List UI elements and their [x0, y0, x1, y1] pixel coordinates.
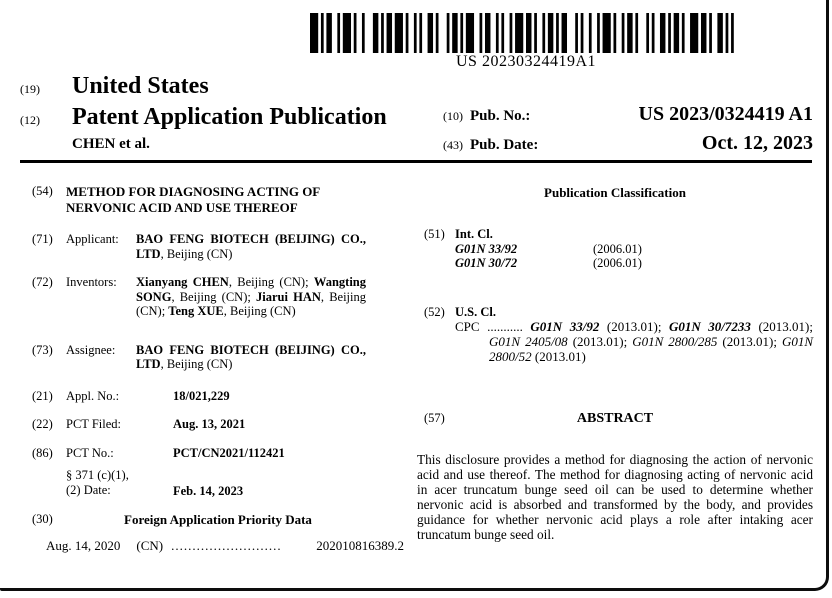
pct-no-value: PCT/CN2021/112421 — [173, 445, 285, 460]
pub-no-label: Pub. No.: — [470, 108, 531, 124]
ref-num-43: (43) — [443, 138, 463, 152]
pct-filed-value: Aug. 13, 2021 — [173, 417, 246, 431]
ref-num-21: (21) — [32, 388, 53, 403]
int-cl-version: (2006.01) — [593, 241, 642, 256]
header-divider — [20, 160, 812, 163]
doc-type-line — [20, 103, 387, 134]
pub-date-label: Pub. Date: — [470, 137, 539, 153]
field-pct-no — [32, 446, 404, 461]
pub-date-value: Oct. 12, 2023 — [701, 132, 813, 154]
field-appl-no — [32, 389, 404, 404]
applicant-party: CHEN et al. — [72, 136, 150, 152]
country-name: United States — [72, 73, 209, 99]
header-left — [20, 72, 387, 153]
int-cl-label-row — [417, 227, 813, 242]
pub-no-row — [443, 101, 813, 130]
us-cl-label-row — [417, 305, 813, 320]
field-title — [32, 184, 404, 216]
section-371-label — [66, 468, 173, 498]
abstract-heading: ABSTRACT — [576, 411, 654, 426]
ref-num-22: (22) — [32, 417, 53, 431]
right-column — [417, 180, 813, 542]
abstract-text: This disclosure provides a method for diagnosing the action of nervonic acid and use thereof. The method for diagnosing acting of nervonic acid in acer truncatum bunge seed oil can be used to determine whether nervonic acid is absorbed and transformed by the body, and provides guidance for whether nervonic acid plays a role after intaking acer truncatum bunge seed oil. — [417, 452, 813, 542]
priority-entry — [32, 538, 404, 554]
doc-type: Patent Application Publication — [72, 104, 387, 130]
us-cl-label: U.S. Cl. — [455, 304, 496, 319]
ref-num-86: (86) — [32, 445, 53, 460]
abstract-heading-row — [417, 410, 813, 427]
section-371-line1: § 371 (c)(1), — [66, 468, 129, 482]
int-cl-version: (2006.01) — [593, 256, 642, 270]
priority-date: Aug. 14, 2020 — [46, 538, 121, 553]
barcode-icon — [310, 13, 742, 53]
ref-num-52: (52) — [424, 304, 445, 319]
priority-number: 202010816389.2 — [316, 538, 404, 553]
section-371-line2: (2) Date: — [66, 483, 111, 497]
field-int-cl — [417, 227, 813, 271]
field-us-cl — [417, 305, 813, 365]
ref-num-71: (71) — [32, 232, 53, 246]
int-cl-code: G01N 30/72 — [455, 256, 518, 270]
country-line — [20, 72, 387, 103]
assignee-label: Assignee: — [66, 342, 116, 357]
publication-classification-heading-row — [417, 185, 813, 200]
ref-num-72: (72) — [32, 275, 53, 289]
appl-no-value: 18/021,229 — [173, 388, 230, 403]
left-column — [32, 180, 404, 554]
applicant-label: Applicant: — [66, 232, 119, 246]
int-cl-entry — [417, 242, 813, 257]
field-pct-filed — [32, 417, 404, 432]
priority-office: (CN) — [136, 538, 164, 553]
ref-num-10: (10) — [443, 109, 463, 123]
applicant-value: BAO FENG BIOTECH (BEIJING) CO., LTD, Beijing (CN) — [136, 232, 366, 261]
pct-filed-label: PCT Filed: — [66, 417, 121, 431]
assignee-value: BAO FENG BIOTECH (BEIJING) CO., LTD, Beijing (CN) — [136, 342, 366, 371]
priority-heading: Foreign Application Priority Data — [124, 512, 312, 527]
pct-no-label: PCT No.: — [66, 445, 114, 460]
int-cl-code: G01N 33/92 — [455, 241, 518, 256]
publication-classification-heading: Publication Classification — [544, 185, 686, 200]
ref-num-73: (73) — [32, 342, 53, 357]
ref-num-54: (54) — [32, 184, 53, 198]
appl-no-label: Appl. No.: — [66, 388, 120, 403]
cpc-row — [417, 319, 813, 364]
int-cl-label: Int. Cl. — [455, 227, 493, 241]
ref-num-19: (19) — [20, 82, 40, 96]
invention-title: METHOD FOR DIAGNOSING ACTING OF NERVONIC ACID AND USE THEREOF — [66, 184, 320, 215]
field-371-date — [32, 468, 404, 498]
ref-num-51: (51) — [424, 227, 445, 241]
ref-num-12: (12) — [20, 113, 40, 127]
section-371-value: Feb. 14, 2023 — [173, 483, 244, 498]
ref-num-30: (30) — [32, 512, 53, 526]
field-assignee — [32, 343, 404, 372]
field-priority-heading — [32, 512, 404, 527]
header-right — [443, 101, 813, 159]
inventors-value: Xianyang CHEN, Beijing (CN); Wangting SONG, Beijing (CN); Jiarui HAN, Beijing (CN); Teng XUE, Beijing (CN) — [136, 275, 366, 318]
field-applicant — [32, 232, 404, 261]
priority-leader-dots: .......................... — [171, 538, 282, 553]
barcode-block — [310, 13, 742, 71]
barcode-number: US 20230324419A1 — [455, 53, 596, 70]
field-inventors — [32, 275, 404, 319]
pub-date-row — [443, 130, 813, 159]
ref-num-57: (57) — [424, 411, 445, 425]
pub-no-value: US 2023/0324419 A1 — [638, 103, 813, 125]
inventors-label: Inventors: — [66, 275, 117, 289]
int-cl-entry — [417, 256, 813, 271]
cpc-classifications: CPC ........... G01N 33/92 (2013.01); G01N 30/7233 (2013.01); G01N 2405/08 (2013.01); G01N 2800/285 (2013.01); G01N 2800/52 (2013.01) — [455, 319, 813, 364]
